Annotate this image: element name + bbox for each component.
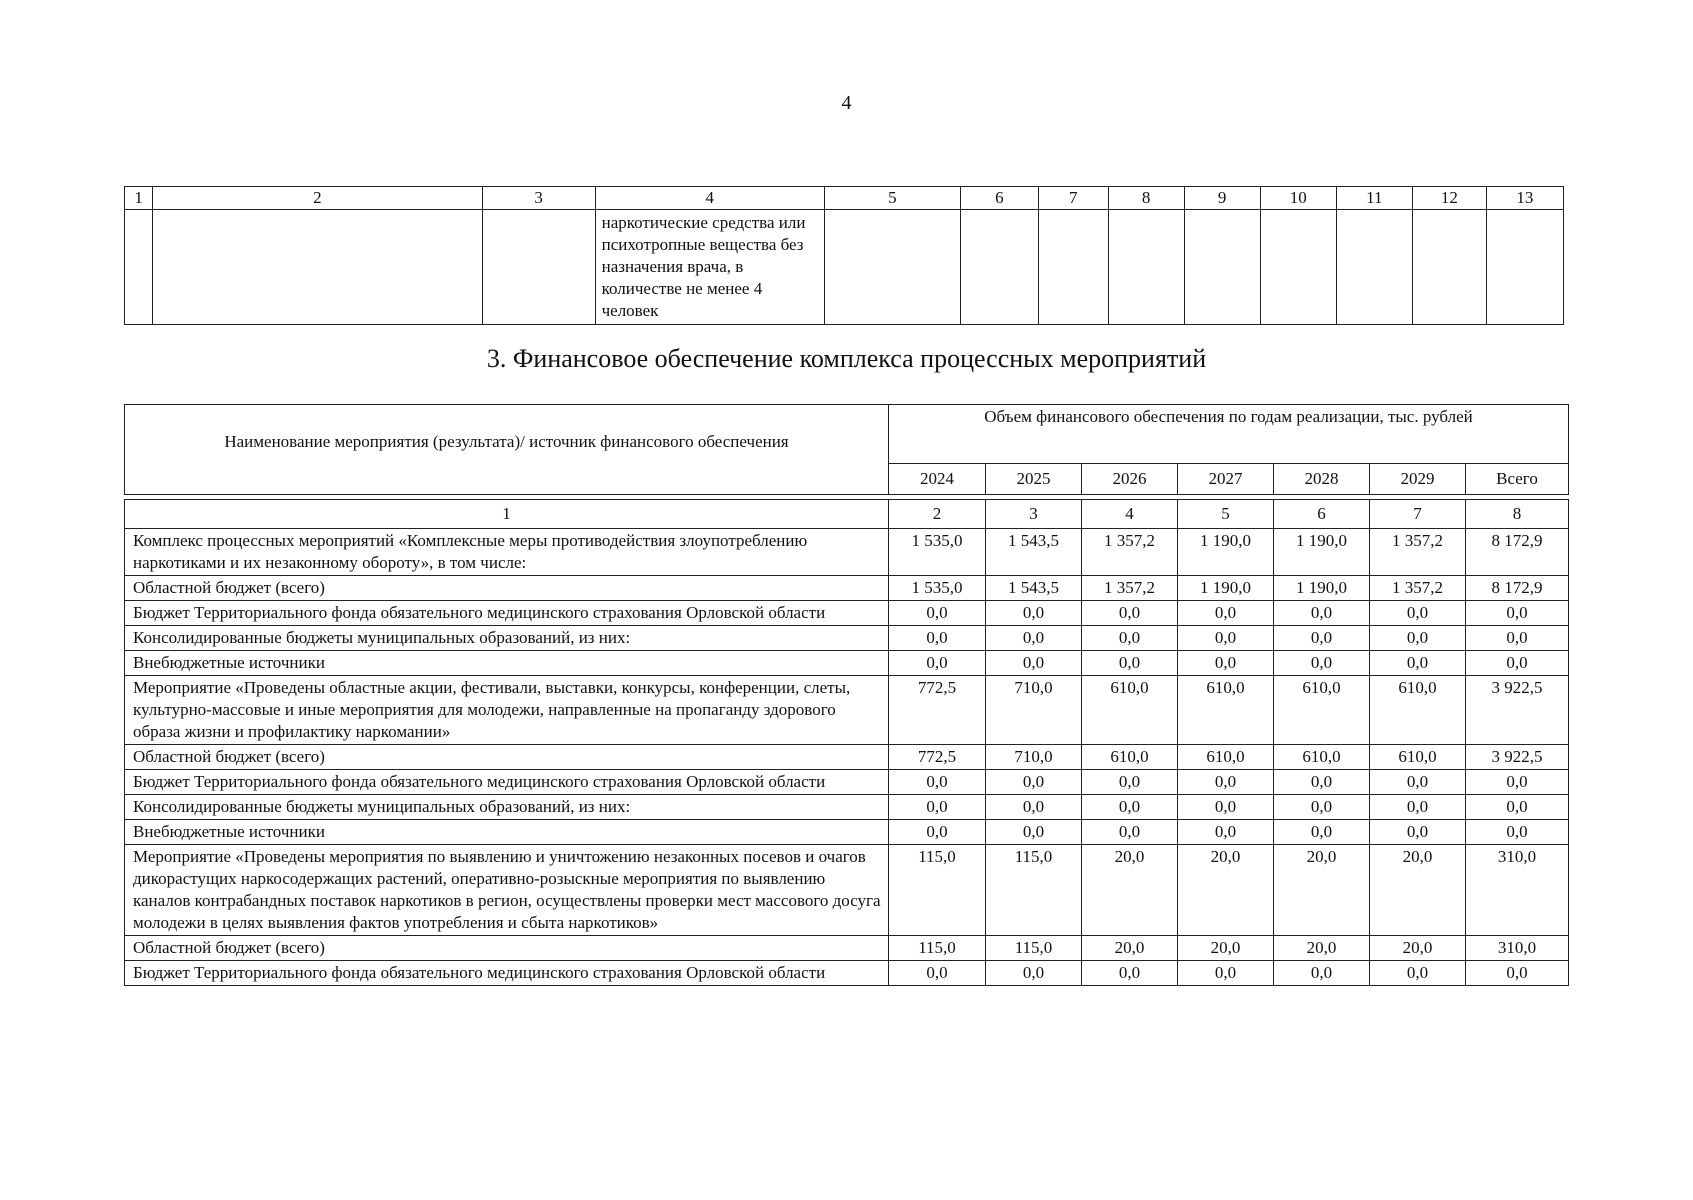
- column-numbers-row: [125, 500, 1569, 529]
- column-number: 4: [595, 187, 824, 210]
- column-number: 8: [1108, 187, 1184, 210]
- row-year-value: 0,0: [1082, 770, 1178, 795]
- row-year-value: 0,0: [1178, 961, 1274, 986]
- row-year-value: 0,0: [986, 961, 1082, 986]
- row-year-value: 1 190,0: [1274, 576, 1370, 601]
- column-number: 1: [125, 187, 153, 210]
- row-year-value: 0,0: [889, 601, 986, 626]
- row-year-value: 0,0: [889, 770, 986, 795]
- table-row: [125, 529, 1569, 576]
- year-header: 2025: [986, 464, 1082, 495]
- column-number: 6: [960, 187, 1038, 210]
- row-year-value: 20,0: [1274, 936, 1370, 961]
- row-name: Бюджет Территориального фонда обязательного медицинского страхования Орловской области: [125, 770, 889, 795]
- row-year-value: 1 357,2: [1370, 529, 1466, 576]
- table-cell: [1039, 210, 1109, 325]
- row-year-value: 0,0: [1082, 795, 1178, 820]
- column-number: 5: [1178, 500, 1274, 529]
- column-number: 3: [986, 500, 1082, 529]
- column-number: 13: [1486, 187, 1563, 210]
- row-year-value: 610,0: [1178, 745, 1274, 770]
- row-year-value: 0,0: [1370, 601, 1466, 626]
- total-header: Всего: [1466, 464, 1569, 495]
- column-number: 2: [153, 187, 482, 210]
- year-header: 2026: [1082, 464, 1178, 495]
- row-year-value: 115,0: [986, 845, 1082, 936]
- column-number: 1: [125, 500, 889, 529]
- row-year-value: 0,0: [1274, 770, 1370, 795]
- row-year-value: 0,0: [986, 651, 1082, 676]
- table-cell: [1260, 210, 1336, 325]
- row-year-value: 610,0: [1370, 745, 1466, 770]
- row-total-value: 8 172,9: [1466, 529, 1569, 576]
- table-cell: [1336, 210, 1412, 325]
- row-year-value: 0,0: [1178, 601, 1274, 626]
- column-number: 8: [1466, 500, 1569, 529]
- table-row: [125, 936, 1569, 961]
- volume-header: Объем финансового обеспечения по годам реализации, тыс. рублей: [889, 405, 1569, 464]
- row-total-value: 0,0: [1466, 820, 1569, 845]
- table-cell: [1412, 210, 1486, 325]
- row-year-value: 0,0: [1178, 820, 1274, 845]
- row-year-value: 115,0: [986, 936, 1082, 961]
- row-year-value: 1 535,0: [889, 529, 986, 576]
- row-year-value: 0,0: [986, 601, 1082, 626]
- table-row: [125, 745, 1569, 770]
- table-cell: [1108, 210, 1184, 325]
- row-total-value: 0,0: [1466, 770, 1569, 795]
- section-title: 3. Финансовое обеспечение комплекса процессных мероприятий: [486, 344, 1207, 373]
- row-year-value: 1 190,0: [1274, 529, 1370, 576]
- row-year-value: 610,0: [1274, 745, 1370, 770]
- row-name: Областной бюджет (всего): [125, 936, 889, 961]
- column-number: 10: [1260, 187, 1336, 210]
- row-year-value: 0,0: [986, 626, 1082, 651]
- continuation-header-row: [125, 187, 1564, 210]
- indicator-text-cell: наркотические средства или психотропные вещества без назначения врача, в количестве не менее 4 человек: [595, 210, 824, 325]
- row-year-value: 0,0: [1370, 651, 1466, 676]
- table-cell: [482, 210, 595, 325]
- row-year-value: 610,0: [1370, 676, 1466, 745]
- row-year-value: 0,0: [1082, 651, 1178, 676]
- row-year-value: 0,0: [1178, 651, 1274, 676]
- row-year-value: 0,0: [1082, 820, 1178, 845]
- table-cell: [824, 210, 960, 325]
- row-year-value: 0,0: [1082, 601, 1178, 626]
- row-name: Бюджет Территориального фонда обязательного медицинского страхования Орловской области: [125, 961, 889, 986]
- column-number: 9: [1184, 187, 1260, 210]
- row-year-value: 0,0: [1082, 961, 1178, 986]
- row-year-value: 1 543,5: [986, 529, 1082, 576]
- row-year-value: 0,0: [1274, 820, 1370, 845]
- year-header: 2024: [889, 464, 986, 495]
- row-year-value: 20,0: [1082, 936, 1178, 961]
- row-year-value: 0,0: [1082, 626, 1178, 651]
- column-number: 7: [1370, 500, 1466, 529]
- row-year-value: 115,0: [889, 845, 986, 936]
- column-number: 7: [1039, 187, 1109, 210]
- row-year-value: 20,0: [1274, 845, 1370, 936]
- row-name: Комплекс процессных мероприятий «Комплексные меры противодействия злоупотреблению наркотиками и их незаконному обороту», в том числе:: [125, 529, 889, 576]
- row-total-value: 3 922,5: [1466, 745, 1569, 770]
- row-year-value: 0,0: [1178, 626, 1274, 651]
- row-year-value: 20,0: [1370, 936, 1466, 961]
- table-row: [125, 961, 1569, 986]
- row-total-value: 310,0: [1466, 936, 1569, 961]
- row-year-value: 610,0: [1082, 676, 1178, 745]
- table-row: [125, 820, 1569, 845]
- row-year-value: 710,0: [986, 745, 1082, 770]
- column-number: 11: [1336, 187, 1412, 210]
- row-year-value: 1 190,0: [1178, 576, 1274, 601]
- column-number: 3: [482, 187, 595, 210]
- row-total-value: 0,0: [1466, 961, 1569, 986]
- row-year-value: 0,0: [889, 820, 986, 845]
- table-row: [125, 651, 1569, 676]
- table-row: [125, 770, 1569, 795]
- row-total-value: 0,0: [1466, 651, 1569, 676]
- row-year-value: 20,0: [1082, 845, 1178, 936]
- row-year-value: 772,5: [889, 676, 986, 745]
- year-header: 2028: [1274, 464, 1370, 495]
- continuation-body-row: [125, 210, 1564, 325]
- row-name: Областной бюджет (всего): [125, 745, 889, 770]
- column-number: 12: [1412, 187, 1486, 210]
- row-total-value: 0,0: [1466, 626, 1569, 651]
- table-row: [125, 676, 1569, 745]
- row-total-value: 310,0: [1466, 845, 1569, 936]
- row-year-value: 1 535,0: [889, 576, 986, 601]
- table-row: [125, 576, 1569, 601]
- row-year-value: 0,0: [1274, 601, 1370, 626]
- row-year-value: 0,0: [1370, 626, 1466, 651]
- row-year-value: 20,0: [1178, 936, 1274, 961]
- row-year-value: 115,0: [889, 936, 986, 961]
- row-year-value: 1 543,5: [986, 576, 1082, 601]
- row-year-value: 20,0: [1178, 845, 1274, 936]
- row-year-value: 1 357,2: [1082, 576, 1178, 601]
- row-year-value: 0,0: [986, 820, 1082, 845]
- row-name: Мероприятие «Проведены мероприятия по выявлению и уничтожению незаконных посевов и очагов дикорастущих наркосодержащих растений, оперативно-розыскные мероприятия по выявлению каналов контрабандных поставок наркотиков в регион, осуществлены проверки мест массового досуга молодежи в целях выявления фактов употребления и сбыта наркотиков»: [125, 845, 889, 936]
- table-row: [125, 601, 1569, 626]
- row-year-value: 0,0: [1370, 795, 1466, 820]
- row-total-value: 3 922,5: [1466, 676, 1569, 745]
- row-year-value: 0,0: [986, 795, 1082, 820]
- year-header: 2029: [1370, 464, 1466, 495]
- row-year-value: 0,0: [889, 961, 986, 986]
- row-year-value: 0,0: [1274, 795, 1370, 820]
- table-cell: [153, 210, 482, 325]
- table-cell: [1184, 210, 1260, 325]
- row-year-value: 0,0: [1274, 651, 1370, 676]
- year-header: 2027: [1178, 464, 1274, 495]
- table-row: [125, 626, 1569, 651]
- row-name: Консолидированные бюджеты муниципальных образований, из них:: [125, 795, 889, 820]
- row-name: Внебюджетные источники: [125, 651, 889, 676]
- row-year-value: 20,0: [1370, 845, 1466, 936]
- continuation-table: [124, 186, 1564, 325]
- row-year-value: 1 357,2: [1082, 529, 1178, 576]
- row-year-value: 0,0: [1178, 770, 1274, 795]
- row-year-value: 0,0: [1274, 626, 1370, 651]
- row-year-value: 610,0: [1274, 676, 1370, 745]
- table-row: [125, 845, 1569, 936]
- row-name: Мероприятие «Проведены областные акции, фестивали, выставки, конкурсы, конференции, слеты, культурно-массовые и иные мероприятия для молодежи, направленные на пропаганду здорового образа жизни и профилактику наркомании»: [125, 676, 889, 745]
- name-header: Наименование мероприятия (результата)/ источник финансового обеспечения: [125, 405, 889, 495]
- table-row: [125, 795, 1569, 820]
- row-year-value: 0,0: [986, 770, 1082, 795]
- row-name: Областной бюджет (всего): [125, 576, 889, 601]
- table-cell: [125, 210, 153, 325]
- column-number: 5: [824, 187, 960, 210]
- row-year-value: 610,0: [1178, 676, 1274, 745]
- row-year-value: 0,0: [889, 626, 986, 651]
- column-number: 2: [889, 500, 986, 529]
- row-year-value: 0,0: [889, 795, 986, 820]
- table-cell: [1486, 210, 1563, 325]
- row-total-value: 0,0: [1466, 795, 1569, 820]
- row-total-value: 0,0: [1466, 601, 1569, 626]
- row-year-value: 710,0: [986, 676, 1082, 745]
- row-name: Внебюджетные источники: [125, 820, 889, 845]
- row-year-value: 772,5: [889, 745, 986, 770]
- column-number: 6: [1274, 500, 1370, 529]
- row-year-value: 0,0: [1178, 795, 1274, 820]
- row-year-value: 1 357,2: [1370, 576, 1466, 601]
- row-name: Бюджет Территориального фонда обязательного медицинского страхования Орловской области: [125, 601, 889, 626]
- row-total-value: 8 172,9: [1466, 576, 1569, 601]
- row-year-value: 0,0: [889, 651, 986, 676]
- row-year-value: 0,0: [1274, 961, 1370, 986]
- row-year-value: 610,0: [1082, 745, 1178, 770]
- page-number: 4: [841, 92, 852, 114]
- row-year-value: 0,0: [1370, 961, 1466, 986]
- row-year-value: 0,0: [1370, 770, 1466, 795]
- column-number: 4: [1082, 500, 1178, 529]
- row-name: Консолидированные бюджеты муниципальных образований, из них:: [125, 626, 889, 651]
- table-cell: [960, 210, 1038, 325]
- row-year-value: 0,0: [1370, 820, 1466, 845]
- finance-table: [124, 404, 1569, 986]
- row-year-value: 1 190,0: [1178, 529, 1274, 576]
